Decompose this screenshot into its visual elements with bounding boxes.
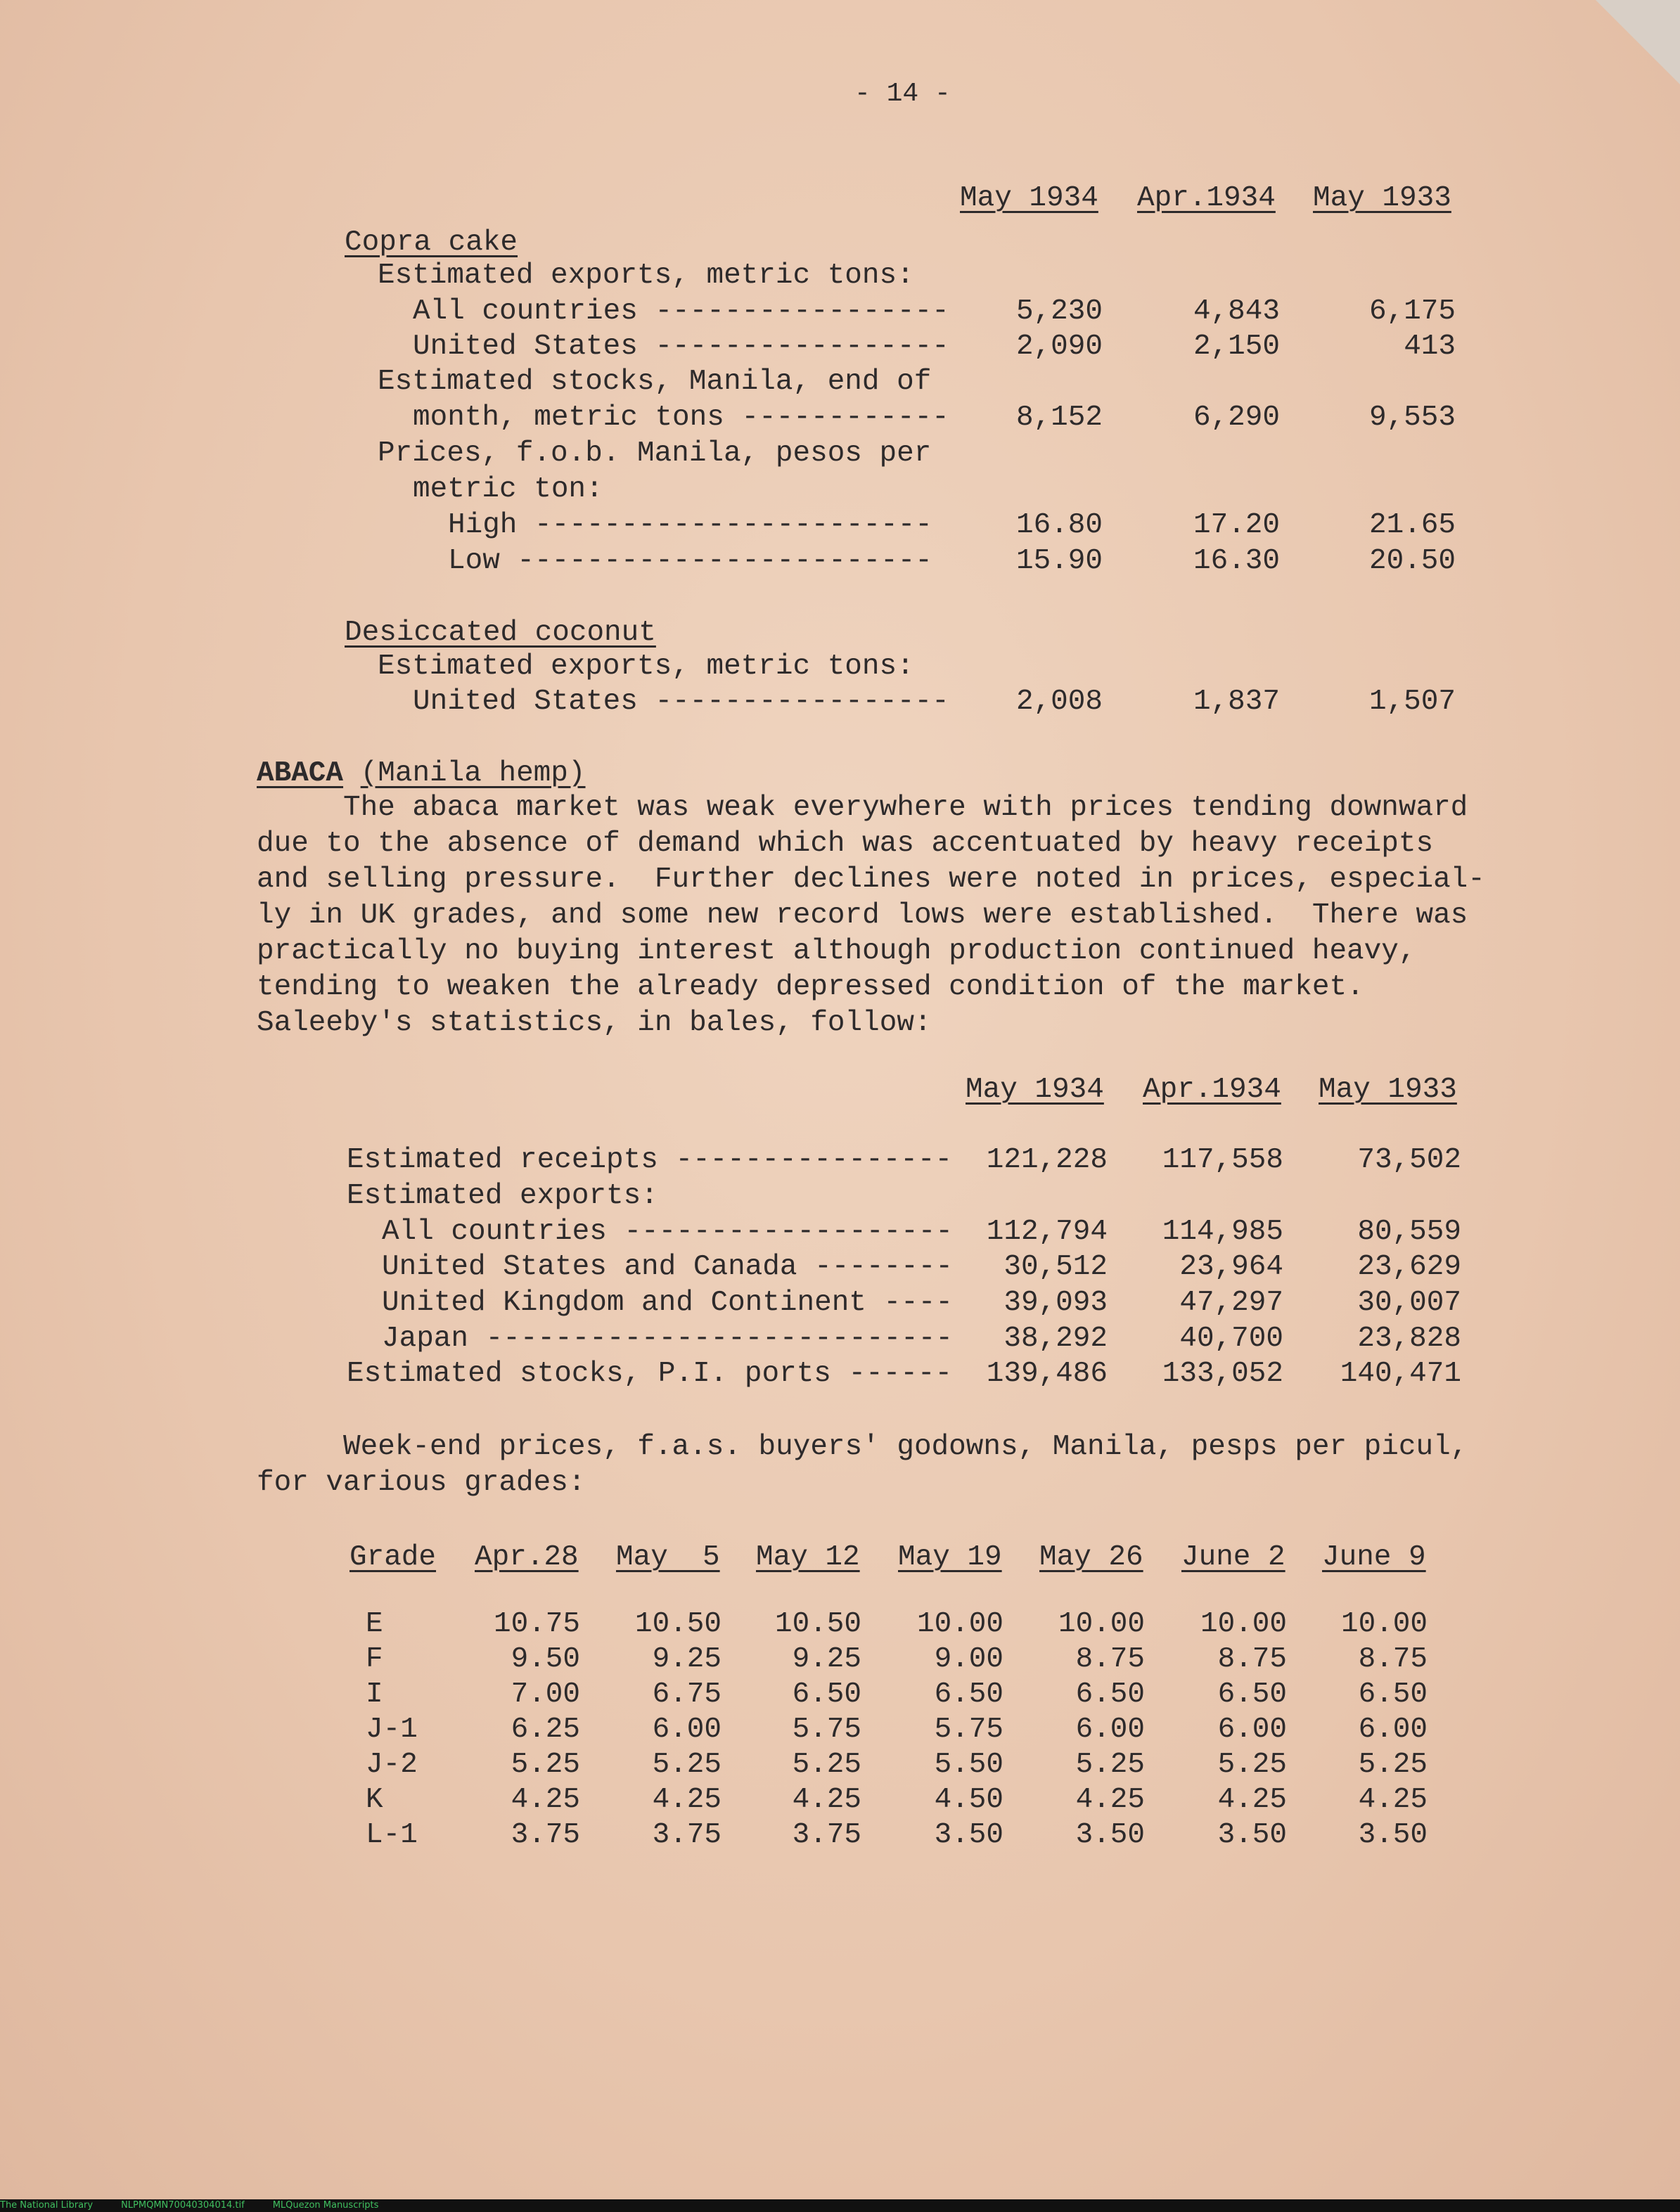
price-cell: 4.25 (1358, 1784, 1428, 1816)
cell-value: 6,175 (1368, 295, 1456, 328)
paragraph-line: tending to weaken the already depressed condition of the market. (257, 971, 1364, 1003)
price-cell: 6.50 (934, 1678, 1003, 1711)
row-label: Estimated stocks, P.I. ports ------ (347, 1358, 953, 1390)
cell-value: 30,007 (1357, 1287, 1461, 1319)
cell-value: 5,230 (1015, 295, 1103, 328)
price-cell: 7.00 (511, 1678, 580, 1711)
grade-label: F (366, 1643, 383, 1676)
grade-label: J-2 (366, 1749, 418, 1781)
cell-value: 139,486 (986, 1358, 1108, 1390)
grade-table-header: May 19 (898, 1541, 1002, 1574)
row-label: All countries ----------------- (413, 295, 949, 328)
price-cell: 4.25 (1217, 1784, 1287, 1816)
t1-header-may1933: May 1933 (1313, 182, 1451, 214)
price-cell: 3.75 (652, 1819, 722, 1851)
row-label: Estimated exports: (347, 1180, 658, 1212)
grade-label: K (366, 1784, 383, 1816)
abaca-paragraph (257, 790, 1522, 1041)
cell-value: 47,297 (1179, 1287, 1283, 1319)
grade-table-header: May 26 (1039, 1541, 1143, 1574)
cell-value: 30,512 (1003, 1251, 1108, 1283)
price-cell: 4.50 (934, 1784, 1003, 1816)
price-cell: 6.00 (1075, 1713, 1145, 1746)
row-label: Estimated receipts ---------------- (347, 1144, 953, 1176)
grade-table-header: May 12 (756, 1541, 860, 1574)
row-label: metric ton: (413, 473, 603, 506)
price-cell: 10.00 (1058, 1608, 1145, 1640)
scan-footer (0, 2199, 1680, 2212)
prices-intro (257, 1429, 1522, 1501)
price-cell: 4.25 (792, 1784, 861, 1816)
price-cell: 8.75 (1075, 1643, 1145, 1676)
price-cell: 4.25 (1075, 1784, 1145, 1816)
price-cell: 5.25 (511, 1749, 580, 1781)
paragraph-line: practically no buying interest although production continued heavy, (257, 935, 1416, 967)
row-label: Estimated stocks, Manila, end of (378, 366, 932, 398)
grade-table-header: May 5 (616, 1541, 720, 1574)
cell-value: 133,052 (1162, 1358, 1283, 1390)
t1-header-apr1934: Apr.1934 (1137, 182, 1276, 214)
cell-value: 39,093 (1003, 1287, 1108, 1319)
price-cell: 3.50 (934, 1819, 1003, 1851)
footer-collection: MLQuezon Manuscripts (272, 2200, 379, 2211)
cell-value: 114,985 (1162, 1216, 1283, 1248)
cell-value: 121,228 (986, 1144, 1108, 1176)
grade-label: E (366, 1608, 383, 1640)
cell-value: 2,090 (1015, 330, 1103, 363)
cell-value: 16.80 (1015, 509, 1103, 541)
price-cell: 6.00 (652, 1713, 722, 1746)
cell-value: 2,008 (1015, 686, 1103, 718)
cell-value: 23,828 (1357, 1323, 1461, 1355)
price-cell: 6.00 (1358, 1713, 1428, 1746)
paragraph-line: for various grades: (257, 1467, 586, 1499)
abaca-heading (257, 759, 586, 788)
row-label: month, metric tons ------------ (413, 401, 949, 434)
price-cell: 3.50 (1075, 1819, 1145, 1851)
price-cell: 10.00 (1340, 1608, 1428, 1640)
t2-header-may1933: May 1933 (1319, 1074, 1457, 1106)
abaca-heading-rest: (Manila hemp) (360, 757, 586, 790)
cell-value: 140,471 (1340, 1358, 1461, 1390)
row-label: United States ----------------- (413, 686, 949, 718)
cell-value: 38,292 (1003, 1323, 1108, 1355)
row-label: Estimated exports, metric tons: (378, 259, 914, 292)
price-cell: 10.00 (1200, 1608, 1287, 1640)
cell-value: 21.65 (1368, 509, 1456, 541)
cell-value: 73,502 (1357, 1144, 1461, 1176)
price-cell: 3.50 (1358, 1819, 1428, 1851)
grade-table-header: Apr.28 (475, 1541, 579, 1574)
paragraph-line: Saleeby's statistics, in bales, follow: (257, 1007, 932, 1039)
cell-value: 117,558 (1162, 1144, 1283, 1176)
cell-value: 80,559 (1357, 1216, 1461, 1248)
row-label: Japan --------------------------- (382, 1323, 953, 1355)
footer-library: The National Library (0, 2200, 94, 2211)
price-cell: 10.00 (916, 1608, 1003, 1640)
row-label: Low ------------------------ (448, 545, 932, 577)
price-cell: 6.25 (511, 1713, 580, 1746)
paragraph-line: Week-end prices, f.a.s. buyers' godowns, Manila, pesps per picul, (257, 1431, 1468, 1463)
price-cell: 5.50 (934, 1749, 1003, 1781)
price-cell: 3.75 (511, 1819, 580, 1851)
price-cell: 9.50 (511, 1643, 580, 1676)
grade-table-header: Grade (350, 1541, 437, 1574)
price-cell: 4.25 (511, 1784, 580, 1816)
grade-table-header: June 9 (1322, 1541, 1426, 1574)
grade-table-header: June 2 (1181, 1541, 1285, 1574)
row-label: Estimated exports, metric tons: (378, 650, 914, 683)
row-label: United States and Canada -------- (382, 1251, 953, 1283)
cell-value: 23,964 (1179, 1251, 1283, 1283)
grade-label: L-1 (366, 1819, 418, 1851)
row-label: United Kingdom and Continent ---- (382, 1287, 953, 1319)
cell-value: 17.20 (1193, 509, 1280, 541)
price-cell: 6.75 (652, 1678, 722, 1711)
row-label: Prices, f.o.b. Manila, pesos per (378, 437, 932, 470)
t2-header-apr1934: Apr.1934 (1143, 1074, 1281, 1106)
cell-value: 20.50 (1368, 545, 1456, 577)
abaca-heading-bold: ABACA (257, 757, 344, 790)
price-cell: 10.50 (774, 1608, 861, 1640)
price-cell: 10.50 (634, 1608, 722, 1640)
paragraph-line: and selling pressure. Further declines were noted in prices, especial- (257, 863, 1485, 896)
cell-value: 8,152 (1015, 401, 1103, 434)
price-cell: 5.25 (1358, 1749, 1428, 1781)
price-cell: 6.50 (1075, 1678, 1145, 1711)
cell-value: 15.90 (1015, 545, 1103, 577)
cell-value: 6,290 (1193, 401, 1280, 434)
price-cell: 5.75 (934, 1713, 1003, 1746)
price-cell: 6.50 (1358, 1678, 1428, 1711)
price-cell: 5.25 (792, 1749, 861, 1781)
price-cell: 5.25 (1217, 1749, 1287, 1781)
price-cell: 5.25 (652, 1749, 722, 1781)
folded-corner (1596, 0, 1680, 84)
cell-value: 2,150 (1193, 330, 1280, 363)
paragraph-line: ly in UK grades, and some new record lows were established. There was (257, 899, 1468, 932)
row-label: High ----------------------- (448, 509, 932, 541)
row-label: All countries ------------------- (382, 1216, 953, 1248)
cell-value: 16.30 (1193, 545, 1280, 577)
price-cell: 5.25 (1075, 1749, 1145, 1781)
price-cell: 3.50 (1217, 1819, 1287, 1851)
grade-label: I (366, 1678, 383, 1711)
page-number: - 14 - (854, 79, 951, 109)
grade-label: J-1 (366, 1713, 418, 1746)
price-cell: 9.00 (934, 1643, 1003, 1676)
row-label: United States ----------------- (413, 330, 949, 363)
price-cell: 8.75 (1358, 1643, 1428, 1676)
paragraph-line: The abaca market was weak everywhere with prices tending downward (257, 792, 1468, 824)
price-cell: 3.75 (792, 1819, 861, 1851)
cell-value: 413 (1404, 330, 1456, 363)
footer-file: NLPMQMN70040304014.tif (121, 2200, 245, 2211)
cell-value: 112,794 (986, 1216, 1108, 1248)
price-cell: 4.25 (652, 1784, 722, 1816)
section-title-desiccated-coconut: Desiccated coconut (345, 617, 656, 649)
cell-value: 1,507 (1368, 686, 1456, 718)
cell-value: 23,629 (1357, 1251, 1461, 1283)
price-cell: 5.75 (792, 1713, 861, 1746)
cell-value: 4,843 (1193, 295, 1280, 328)
price-cell: 6.00 (1217, 1713, 1287, 1746)
cell-value: 40,700 (1179, 1323, 1283, 1355)
price-cell: 6.50 (792, 1678, 861, 1711)
t2-header-may1934: May 1934 (966, 1074, 1104, 1106)
cell-value: 1,837 (1193, 686, 1280, 718)
price-cell: 10.75 (493, 1608, 580, 1640)
price-cell: 9.25 (652, 1643, 722, 1676)
cell-value: 9,553 (1368, 401, 1456, 434)
price-cell: 8.75 (1217, 1643, 1287, 1676)
price-cell: 9.25 (792, 1643, 861, 1676)
t1-header-may1934: May 1934 (960, 182, 1098, 214)
price-cell: 6.50 (1217, 1678, 1287, 1711)
section-title-copra-cake: Copra cake (345, 226, 518, 259)
paragraph-line: due to the absence of demand which was accentuated by heavy receipts (257, 828, 1434, 860)
